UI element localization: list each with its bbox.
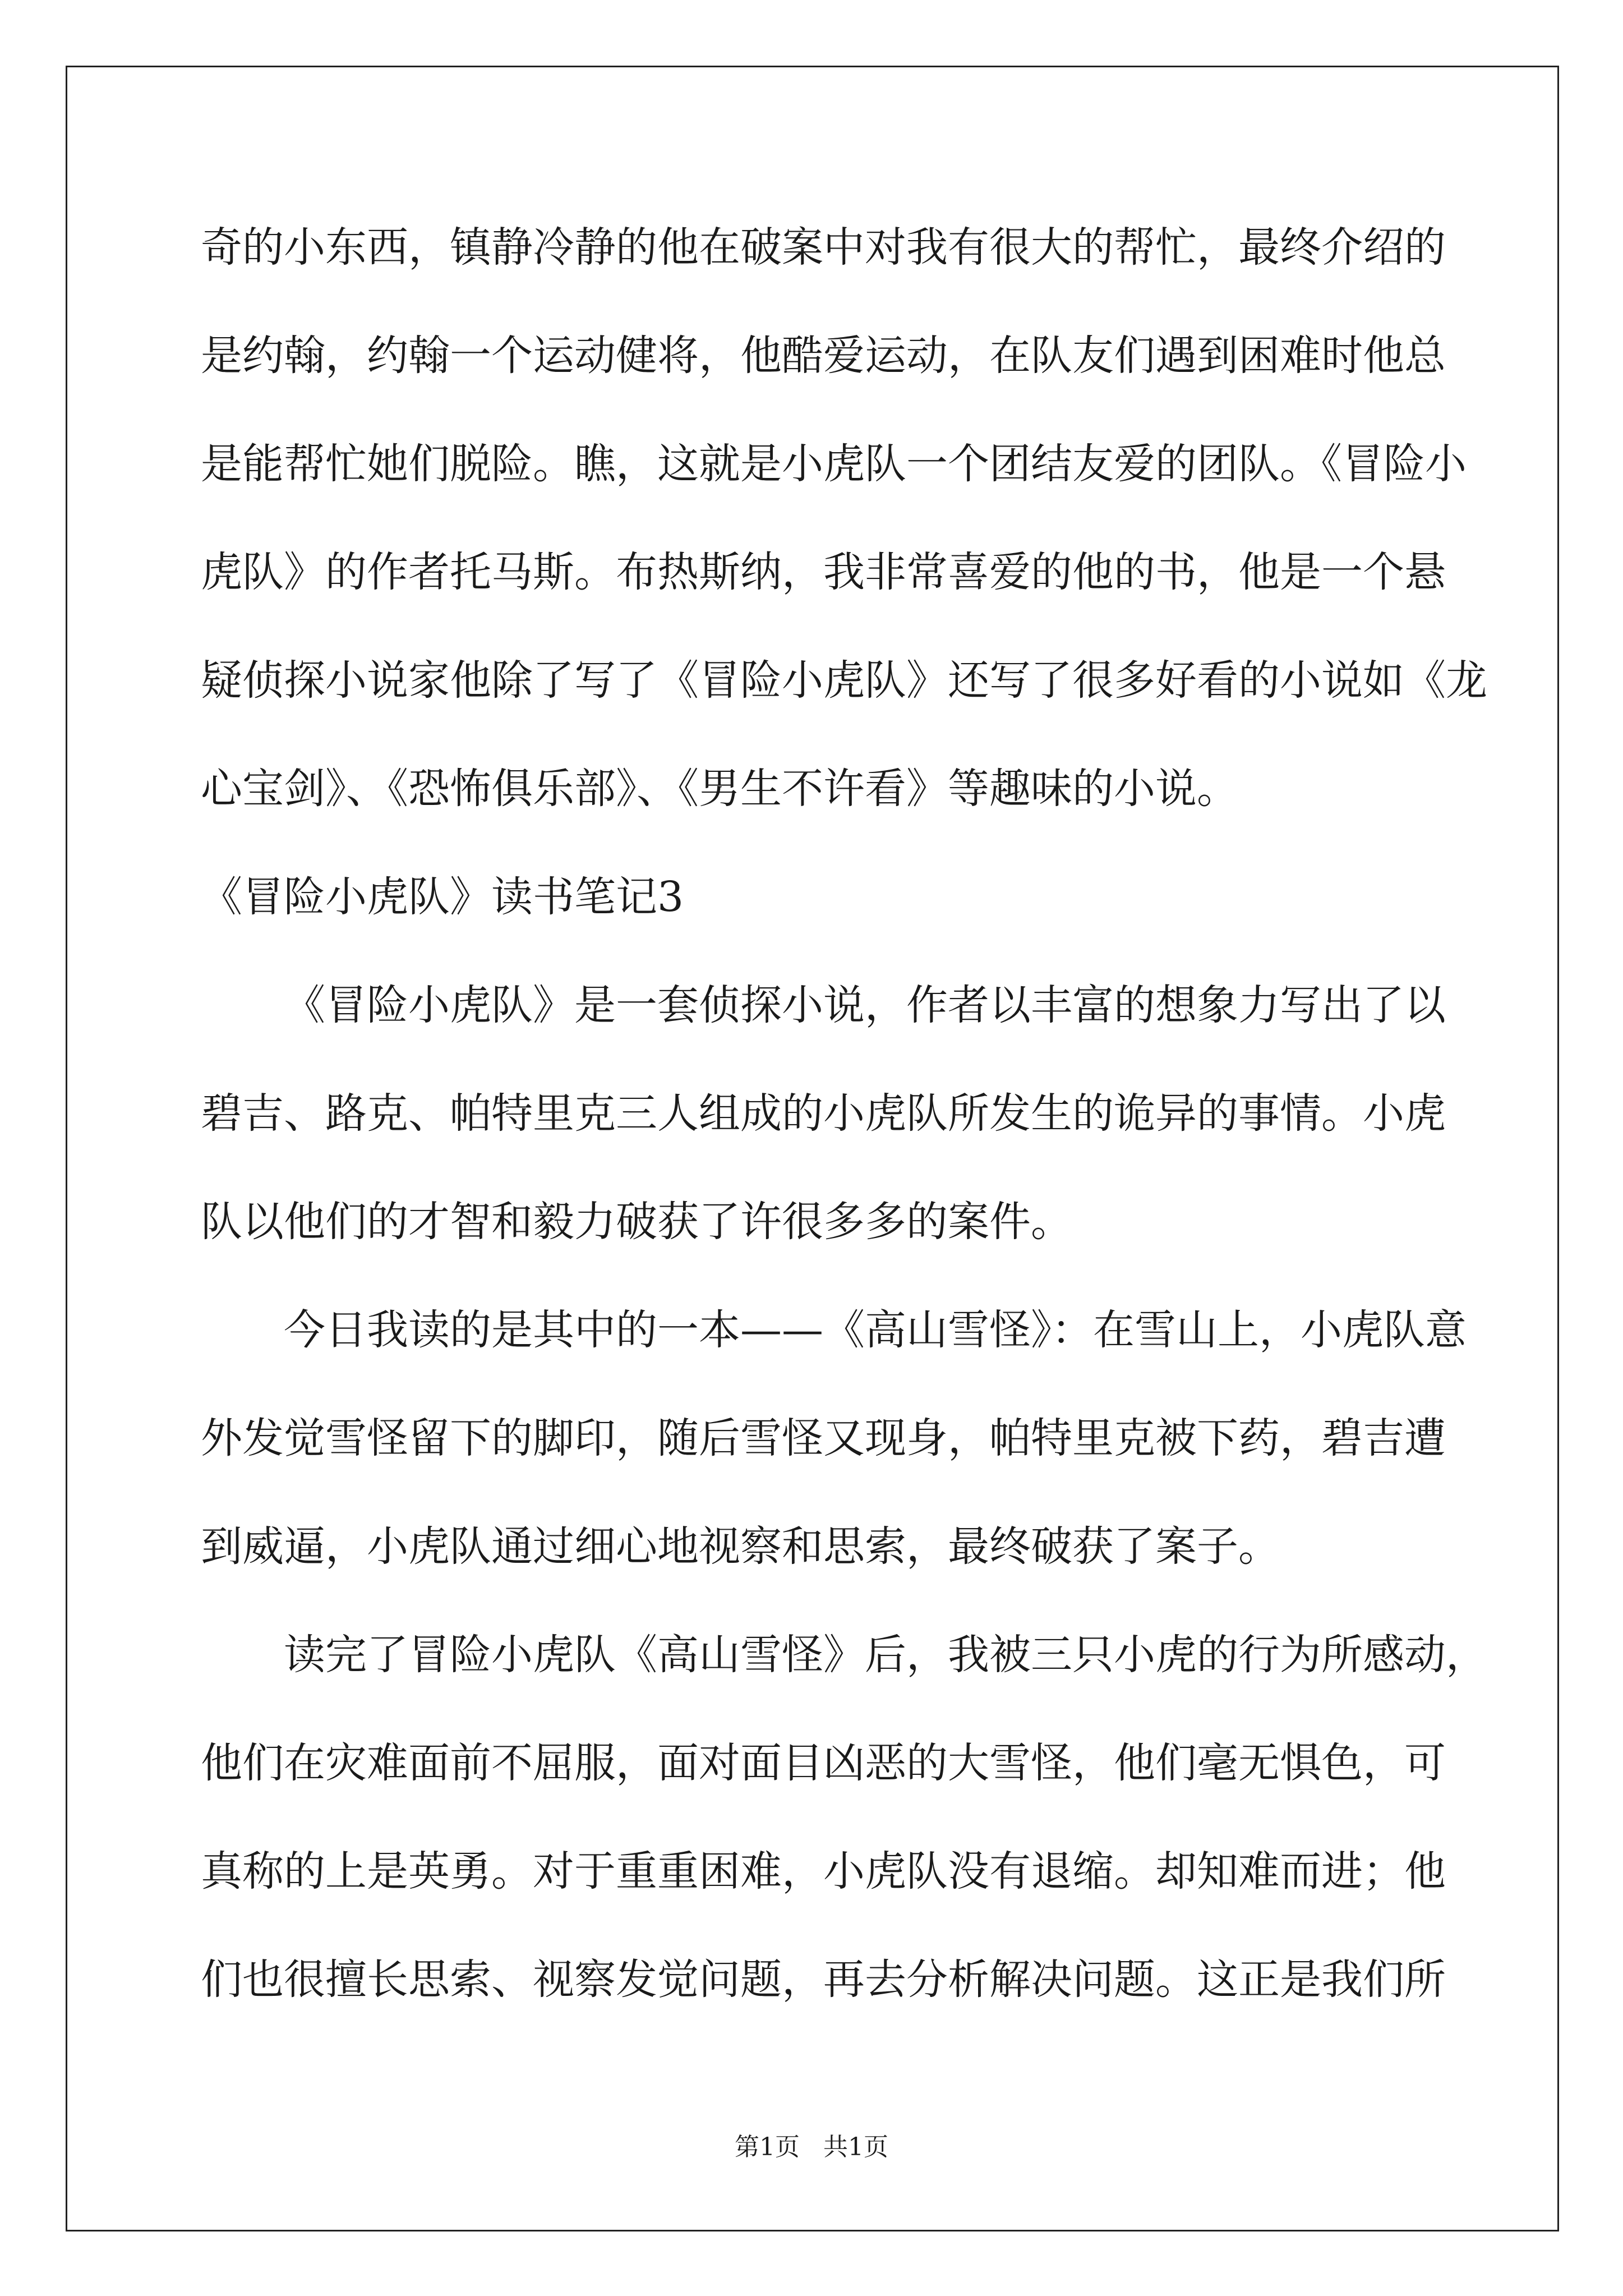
paragraph-line: 们也很擅长思索、视察发觉问题，再去分析解决问题。这正是我们所: [201, 1955, 1446, 2004]
paragraph-line: 《冒险小虎队》是一套侦探小说，作者以丰富的想象力写出了以: [284, 981, 1446, 1029]
paragraph-line: 今日我读的是其中的一本——《高山雪怪》：在雪山上，小虎队意: [284, 1306, 1467, 1354]
document-body: [201, 220, 1487, 2061]
paragraph-line: 到威逼，小虎队通过细心地视察和思索，最终破获了案子。: [201, 1522, 1280, 1571]
paragraph-line: 心宝剑》、《恐怖俱乐部》、《男生不许看》等趣味的小说。: [201, 765, 1238, 813]
paragraph-line: 碧吉、路克、帕特里克三人组成的小虎队所发生的诡异的事情。小虎: [201, 1089, 1446, 1138]
paragraph-line: 真称的上是英勇。对于重重困难，小虎队没有退缩。却知难而进；他: [201, 1847, 1446, 1895]
paragraph-line: 是能帮忙她们脱险。瞧，这就是小虎队一个团结友爱的团队。《冒险小: [201, 440, 1467, 488]
paragraph-line: 他们在灾难面前不屈服，面对面目凶恶的大雪怪，他们毫无惧色，可: [201, 1739, 1446, 1787]
paragraph-line: 队以他们的才智和毅力破获了许很多多的案件。: [201, 1198, 1072, 1246]
paragraph-line: 是约翰，约翰一个运动健将，他酷爱运动，在队友们遇到困难时他总: [201, 332, 1446, 380]
paragraph-line: 读完了冒险小虎队《高山雪怪》后，我被三只小虎的行为所感动，: [284, 1631, 1487, 1679]
page-number: 第1页 共1页: [735, 2133, 888, 2161]
paragraph-line: 奇的小东西，镇静冷静的他在破案中对我有很大的帮忙，最终介绍的: [201, 223, 1446, 272]
paragraph-line: 外发觉雪怪留下的脚印，随后雪怪又现身，帕特里克被下药，碧吉遭: [201, 1414, 1446, 1462]
paragraph-line: 疑侦探小说家他除了写了《冒险小虎队》还写了很多好看的小说如《龙: [201, 656, 1487, 705]
paragraph-line: 虎队》的作者托马斯。布热斯纳，我非常喜爱的他的书，他是一个悬: [201, 548, 1446, 596]
section-heading: 《冒险小虎队》读书笔记3: [201, 873, 684, 921]
